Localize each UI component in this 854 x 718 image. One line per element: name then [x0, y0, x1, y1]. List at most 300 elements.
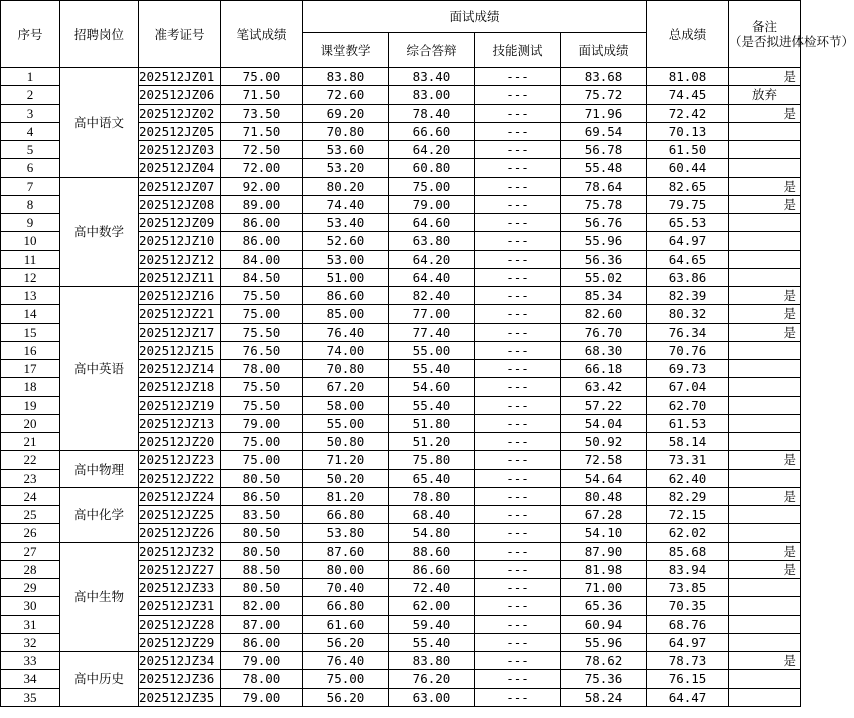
cell-classroom: 81.20	[303, 487, 389, 505]
table-row	[1, 487, 801, 505]
cell-seq: 5	[1, 141, 60, 159]
cell-classroom: 53.40	[303, 214, 389, 232]
cell-classroom: 58.00	[303, 396, 389, 414]
cell-interview: 87.90	[561, 542, 647, 560]
cell-remark	[729, 396, 801, 414]
cell-exam-id: 202512JZ04	[139, 159, 221, 177]
cell-seq: 12	[1, 268, 60, 286]
cell-skill: ---	[475, 487, 561, 505]
cell-remark	[729, 524, 801, 542]
cell-interview: 55.48	[561, 159, 647, 177]
cell-qa: 78.80	[389, 487, 475, 505]
table-row	[1, 542, 801, 560]
cell-seq: 20	[1, 414, 60, 432]
cell-written: 79.00	[221, 414, 303, 432]
cell-total: 69.73	[647, 360, 729, 378]
cell-written: 75.00	[221, 305, 303, 323]
cell-seq: 11	[1, 250, 60, 268]
cell-classroom: 71.20	[303, 451, 389, 469]
header-position: 招聘岗位	[60, 1, 139, 68]
cell-skill: ---	[475, 232, 561, 250]
cell-remark	[729, 232, 801, 250]
cell-written: 89.00	[221, 195, 303, 213]
cell-interview: 54.64	[561, 469, 647, 487]
cell-total: 61.53	[647, 414, 729, 432]
cell-interview: 75.72	[561, 86, 647, 104]
cell-interview: 57.22	[561, 396, 647, 414]
header-remark-title: 备注	[752, 19, 778, 34]
cell-exam-id: 202512JZ02	[139, 104, 221, 122]
cell-remark	[729, 597, 801, 615]
cell-skill: ---	[475, 68, 561, 86]
cell-skill: ---	[475, 86, 561, 104]
cell-interview: 71.00	[561, 579, 647, 597]
cell-qa: 51.20	[389, 433, 475, 451]
cell-seq: 7	[1, 177, 60, 195]
cell-position: 高中生物	[60, 542, 139, 652]
cell-total: 82.65	[647, 177, 729, 195]
cell-exam-id: 202512JZ14	[139, 360, 221, 378]
cell-interview: 68.30	[561, 341, 647, 359]
cell-total: 70.13	[647, 122, 729, 140]
cell-skill: ---	[475, 615, 561, 633]
cell-qa: 88.60	[389, 542, 475, 560]
cell-seq: 27	[1, 542, 60, 560]
cell-written: 86.50	[221, 487, 303, 505]
cell-remark	[729, 341, 801, 359]
cell-skill: ---	[475, 287, 561, 305]
cell-position: 高中化学	[60, 487, 139, 542]
cell-exam-id: 202512JZ13	[139, 414, 221, 432]
cell-qa: 72.40	[389, 579, 475, 597]
cell-exam-id: 202512JZ31	[139, 597, 221, 615]
cell-interview: 50.92	[561, 433, 647, 451]
cell-classroom: 75.00	[303, 670, 389, 688]
cell-position: 高中物理	[60, 451, 139, 488]
table-row	[1, 68, 801, 86]
cell-total: 68.76	[647, 615, 729, 633]
cell-written: 84.00	[221, 250, 303, 268]
cell-interview: 83.68	[561, 68, 647, 86]
cell-total: 76.34	[647, 323, 729, 341]
cell-qa: 86.60	[389, 560, 475, 578]
cell-skill: ---	[475, 177, 561, 195]
cell-seq: 32	[1, 633, 60, 651]
cell-interview: 55.96	[561, 633, 647, 651]
cell-written: 79.00	[221, 652, 303, 670]
cell-classroom: 66.80	[303, 506, 389, 524]
cell-skill: ---	[475, 506, 561, 524]
cell-total: 74.45	[647, 86, 729, 104]
cell-total: 81.08	[647, 68, 729, 86]
cell-remark	[729, 360, 801, 378]
header-interview-group: 面试成绩	[303, 1, 647, 33]
cell-qa: 55.40	[389, 396, 475, 414]
cell-exam-id: 202512JZ05	[139, 122, 221, 140]
cell-seq: 2	[1, 86, 60, 104]
cell-classroom: 74.40	[303, 195, 389, 213]
cell-exam-id: 202512JZ03	[139, 141, 221, 159]
cell-interview: 81.98	[561, 560, 647, 578]
cell-qa: 83.80	[389, 652, 475, 670]
cell-skill: ---	[475, 579, 561, 597]
cell-classroom: 72.60	[303, 86, 389, 104]
cell-classroom: 67.20	[303, 378, 389, 396]
cell-exam-id: 202512JZ15	[139, 341, 221, 359]
cell-remark	[729, 159, 801, 177]
table-header	[1, 1, 854, 68]
cell-total: 82.29	[647, 487, 729, 505]
cell-seq: 18	[1, 378, 60, 396]
cell-remark: 是	[729, 487, 801, 505]
table-row	[1, 177, 801, 195]
cell-seq: 28	[1, 560, 60, 578]
cell-qa: 63.00	[389, 688, 475, 706]
cell-exam-id: 202512JZ34	[139, 652, 221, 670]
cell-interview: 72.58	[561, 451, 647, 469]
cell-skill: ---	[475, 560, 561, 578]
cell-total: 62.02	[647, 524, 729, 542]
cell-exam-id: 202512JZ10	[139, 232, 221, 250]
cell-remark	[729, 250, 801, 268]
cell-exam-id: 202512JZ28	[139, 615, 221, 633]
cell-written: 75.00	[221, 451, 303, 469]
cell-skill: ---	[475, 104, 561, 122]
header-written: 笔试成绩	[221, 1, 303, 68]
cell-remark	[729, 122, 801, 140]
cell-written: 84.50	[221, 268, 303, 286]
cell-total: 72.42	[647, 104, 729, 122]
cell-classroom: 50.20	[303, 469, 389, 487]
cell-exam-id: 202512JZ16	[139, 287, 221, 305]
cell-remark: 是	[729, 177, 801, 195]
cell-skill: ---	[475, 414, 561, 432]
table-row	[1, 451, 801, 469]
cell-exam-id: 202512JZ20	[139, 433, 221, 451]
cell-remark	[729, 414, 801, 432]
cell-written: 75.50	[221, 323, 303, 341]
cell-interview: 58.24	[561, 688, 647, 706]
cell-written: 80.50	[221, 542, 303, 560]
cell-classroom: 56.20	[303, 688, 389, 706]
cell-seq: 1	[1, 68, 60, 86]
cell-exam-id: 202512JZ26	[139, 524, 221, 542]
cell-total: 62.70	[647, 396, 729, 414]
cell-skill: ---	[475, 214, 561, 232]
cell-classroom: 50.80	[303, 433, 389, 451]
cell-written: 75.50	[221, 378, 303, 396]
cell-remark: 是	[729, 652, 801, 670]
cell-interview: 55.02	[561, 268, 647, 286]
table-row	[1, 652, 801, 670]
cell-total: 64.65	[647, 250, 729, 268]
cell-classroom: 80.00	[303, 560, 389, 578]
cell-written: 78.00	[221, 670, 303, 688]
cell-classroom: 66.80	[303, 597, 389, 615]
cell-written: 86.00	[221, 214, 303, 232]
cell-skill: ---	[475, 305, 561, 323]
cell-qa: 55.00	[389, 341, 475, 359]
cell-classroom: 61.60	[303, 615, 389, 633]
cell-written: 87.00	[221, 615, 303, 633]
cell-remark	[729, 433, 801, 451]
cell-classroom: 74.00	[303, 341, 389, 359]
cell-remark	[729, 214, 801, 232]
cell-remark	[729, 268, 801, 286]
cell-skill: ---	[475, 524, 561, 542]
cell-skill: ---	[475, 652, 561, 670]
cell-total: 64.47	[647, 688, 729, 706]
cell-remark	[729, 506, 801, 524]
cell-total: 70.35	[647, 597, 729, 615]
cell-qa: 68.40	[389, 506, 475, 524]
cell-exam-id: 202512JZ24	[139, 487, 221, 505]
cell-skill: ---	[475, 542, 561, 560]
cell-interview: 67.28	[561, 506, 647, 524]
cell-exam-id: 202512JZ27	[139, 560, 221, 578]
cell-total: 73.31	[647, 451, 729, 469]
cell-interview: 56.36	[561, 250, 647, 268]
cell-seq: 33	[1, 652, 60, 670]
cell-qa: 78.40	[389, 104, 475, 122]
cell-exam-id: 202512JZ11	[139, 268, 221, 286]
cell-qa: 51.80	[389, 414, 475, 432]
cell-seq: 9	[1, 214, 60, 232]
cell-total: 61.50	[647, 141, 729, 159]
cell-interview: 56.78	[561, 141, 647, 159]
cell-total: 78.73	[647, 652, 729, 670]
cell-written: 75.50	[221, 396, 303, 414]
cell-written: 73.50	[221, 104, 303, 122]
cell-seq: 4	[1, 122, 60, 140]
cell-classroom: 85.00	[303, 305, 389, 323]
cell-total: 82.39	[647, 287, 729, 305]
cell-written: 88.50	[221, 560, 303, 578]
cell-interview: 63.42	[561, 378, 647, 396]
cell-exam-id: 202512JZ07	[139, 177, 221, 195]
cell-written: 82.00	[221, 597, 303, 615]
cell-qa: 54.80	[389, 524, 475, 542]
cell-skill: ---	[475, 396, 561, 414]
header-skill: 技能测试	[475, 33, 561, 68]
cell-written: 71.50	[221, 86, 303, 104]
cell-written: 76.50	[221, 341, 303, 359]
cell-interview: 54.04	[561, 414, 647, 432]
cell-qa: 62.00	[389, 597, 475, 615]
cell-skill: ---	[475, 597, 561, 615]
cell-skill: ---	[475, 122, 561, 140]
cell-qa: 64.20	[389, 141, 475, 159]
cell-written: 75.50	[221, 287, 303, 305]
cell-seq: 16	[1, 341, 60, 359]
cell-classroom: 70.80	[303, 360, 389, 378]
header-classroom: 课堂教学	[303, 33, 389, 68]
cell-written: 72.00	[221, 159, 303, 177]
cell-remark: 是	[729, 451, 801, 469]
cell-total: 63.86	[647, 268, 729, 286]
header-qa: 综合答辩	[389, 33, 475, 68]
cell-written: 71.50	[221, 122, 303, 140]
cell-total: 64.97	[647, 232, 729, 250]
cell-exam-id: 202512JZ21	[139, 305, 221, 323]
cell-skill: ---	[475, 378, 561, 396]
cell-classroom: 70.80	[303, 122, 389, 140]
cell-seq: 21	[1, 433, 60, 451]
cell-classroom: 70.40	[303, 579, 389, 597]
cell-seq: 17	[1, 360, 60, 378]
cell-classroom: 53.00	[303, 250, 389, 268]
cell-seq: 30	[1, 597, 60, 615]
cell-skill: ---	[475, 159, 561, 177]
cell-exam-id: 202512JZ22	[139, 469, 221, 487]
cell-remark: 是	[729, 195, 801, 213]
cell-qa: 55.40	[389, 633, 475, 651]
table-row	[1, 287, 801, 305]
cell-classroom: 53.20	[303, 159, 389, 177]
cell-remark	[729, 469, 801, 487]
cell-exam-id: 202512JZ33	[139, 579, 221, 597]
cell-remark: 是	[729, 287, 801, 305]
cell-seq: 31	[1, 615, 60, 633]
cell-skill: ---	[475, 268, 561, 286]
cell-interview: 55.96	[561, 232, 647, 250]
cell-total: 65.53	[647, 214, 729, 232]
cell-skill: ---	[475, 670, 561, 688]
table-body	[1, 68, 801, 707]
cell-qa: 59.40	[389, 615, 475, 633]
cell-exam-id: 202512JZ29	[139, 633, 221, 651]
cell-classroom: 76.40	[303, 652, 389, 670]
cell-written: 80.50	[221, 579, 303, 597]
cell-exam-id: 202512JZ36	[139, 670, 221, 688]
cell-seq: 3	[1, 104, 60, 122]
cell-interview: 76.70	[561, 323, 647, 341]
cell-exam-id: 202512JZ18	[139, 378, 221, 396]
cell-classroom: 53.80	[303, 524, 389, 542]
cell-total: 80.32	[647, 305, 729, 323]
cell-qa: 77.40	[389, 323, 475, 341]
cell-classroom: 53.60	[303, 141, 389, 159]
cell-seq: 23	[1, 469, 60, 487]
cell-qa: 55.40	[389, 360, 475, 378]
cell-written: 80.50	[221, 524, 303, 542]
cell-seq: 35	[1, 688, 60, 706]
cell-exam-id: 202512JZ17	[139, 323, 221, 341]
cell-seq: 22	[1, 451, 60, 469]
cell-written: 86.00	[221, 232, 303, 250]
cell-total: 64.97	[647, 633, 729, 651]
cell-skill: ---	[475, 433, 561, 451]
cell-remark	[729, 615, 801, 633]
cell-qa: 79.00	[389, 195, 475, 213]
cell-exam-id: 202512JZ35	[139, 688, 221, 706]
cell-qa: 60.80	[389, 159, 475, 177]
cell-interview: 65.36	[561, 597, 647, 615]
cell-written: 80.50	[221, 469, 303, 487]
cell-classroom: 51.00	[303, 268, 389, 286]
cell-skill: ---	[475, 451, 561, 469]
cell-qa: 76.20	[389, 670, 475, 688]
cell-interview: 82.60	[561, 305, 647, 323]
cell-written: 75.00	[221, 433, 303, 451]
cell-position: 高中历史	[60, 652, 139, 707]
cell-seq: 25	[1, 506, 60, 524]
cell-qa: 63.80	[389, 232, 475, 250]
cell-interview: 56.76	[561, 214, 647, 232]
cell-qa: 77.00	[389, 305, 475, 323]
cell-written: 92.00	[221, 177, 303, 195]
cell-interview: 85.34	[561, 287, 647, 305]
cell-remark	[729, 579, 801, 597]
cell-total: 70.76	[647, 341, 729, 359]
cell-classroom: 69.20	[303, 104, 389, 122]
cell-total: 62.40	[647, 469, 729, 487]
cell-remark	[729, 378, 801, 396]
cell-interview: 80.48	[561, 487, 647, 505]
cell-exam-id: 202512JZ06	[139, 86, 221, 104]
cell-position: 高中语文	[60, 68, 139, 178]
header-remark	[729, 1, 854, 68]
cell-exam-id: 202512JZ23	[139, 451, 221, 469]
cell-qa: 66.60	[389, 122, 475, 140]
cell-skill: ---	[475, 141, 561, 159]
header-exam-id: 准考证号	[139, 1, 221, 68]
cell-total: 73.85	[647, 579, 729, 597]
cell-classroom: 80.20	[303, 177, 389, 195]
cell-remark: 是	[729, 323, 801, 341]
cell-seq: 13	[1, 287, 60, 305]
cell-exam-id: 202512JZ25	[139, 506, 221, 524]
cell-written: 78.00	[221, 360, 303, 378]
cell-remark: 是	[729, 68, 801, 86]
cell-classroom: 83.80	[303, 68, 389, 86]
cell-qa: 82.40	[389, 287, 475, 305]
cell-interview: 66.18	[561, 360, 647, 378]
cell-seq: 8	[1, 195, 60, 213]
cell-skill: ---	[475, 469, 561, 487]
cell-qa: 64.40	[389, 268, 475, 286]
cell-seq: 24	[1, 487, 60, 505]
cell-skill: ---	[475, 341, 561, 359]
cell-interview: 75.78	[561, 195, 647, 213]
cell-written: 72.50	[221, 141, 303, 159]
cell-seq: 15	[1, 323, 60, 341]
cell-seq: 6	[1, 159, 60, 177]
cell-total: 60.44	[647, 159, 729, 177]
cell-skill: ---	[475, 250, 561, 268]
cell-qa: 54.60	[389, 378, 475, 396]
cell-classroom: 87.60	[303, 542, 389, 560]
cell-seq: 10	[1, 232, 60, 250]
cell-classroom: 55.00	[303, 414, 389, 432]
cell-remark: 是	[729, 560, 801, 578]
cell-interview: 60.94	[561, 615, 647, 633]
header-remark-subtitle: （是否拟进体检环节）	[729, 34, 854, 49]
cell-exam-id: 202512JZ08	[139, 195, 221, 213]
cell-qa: 75.00	[389, 177, 475, 195]
cell-remark: 是	[729, 305, 801, 323]
cell-position: 高中英语	[60, 287, 139, 451]
cell-qa: 64.60	[389, 214, 475, 232]
cell-skill: ---	[475, 323, 561, 341]
cell-interview: 78.62	[561, 652, 647, 670]
cell-interview: 69.54	[561, 122, 647, 140]
cell-skill: ---	[475, 360, 561, 378]
cell-remark	[729, 688, 801, 706]
cell-seq: 34	[1, 670, 60, 688]
cell-total: 79.75	[647, 195, 729, 213]
cell-qa: 75.80	[389, 451, 475, 469]
